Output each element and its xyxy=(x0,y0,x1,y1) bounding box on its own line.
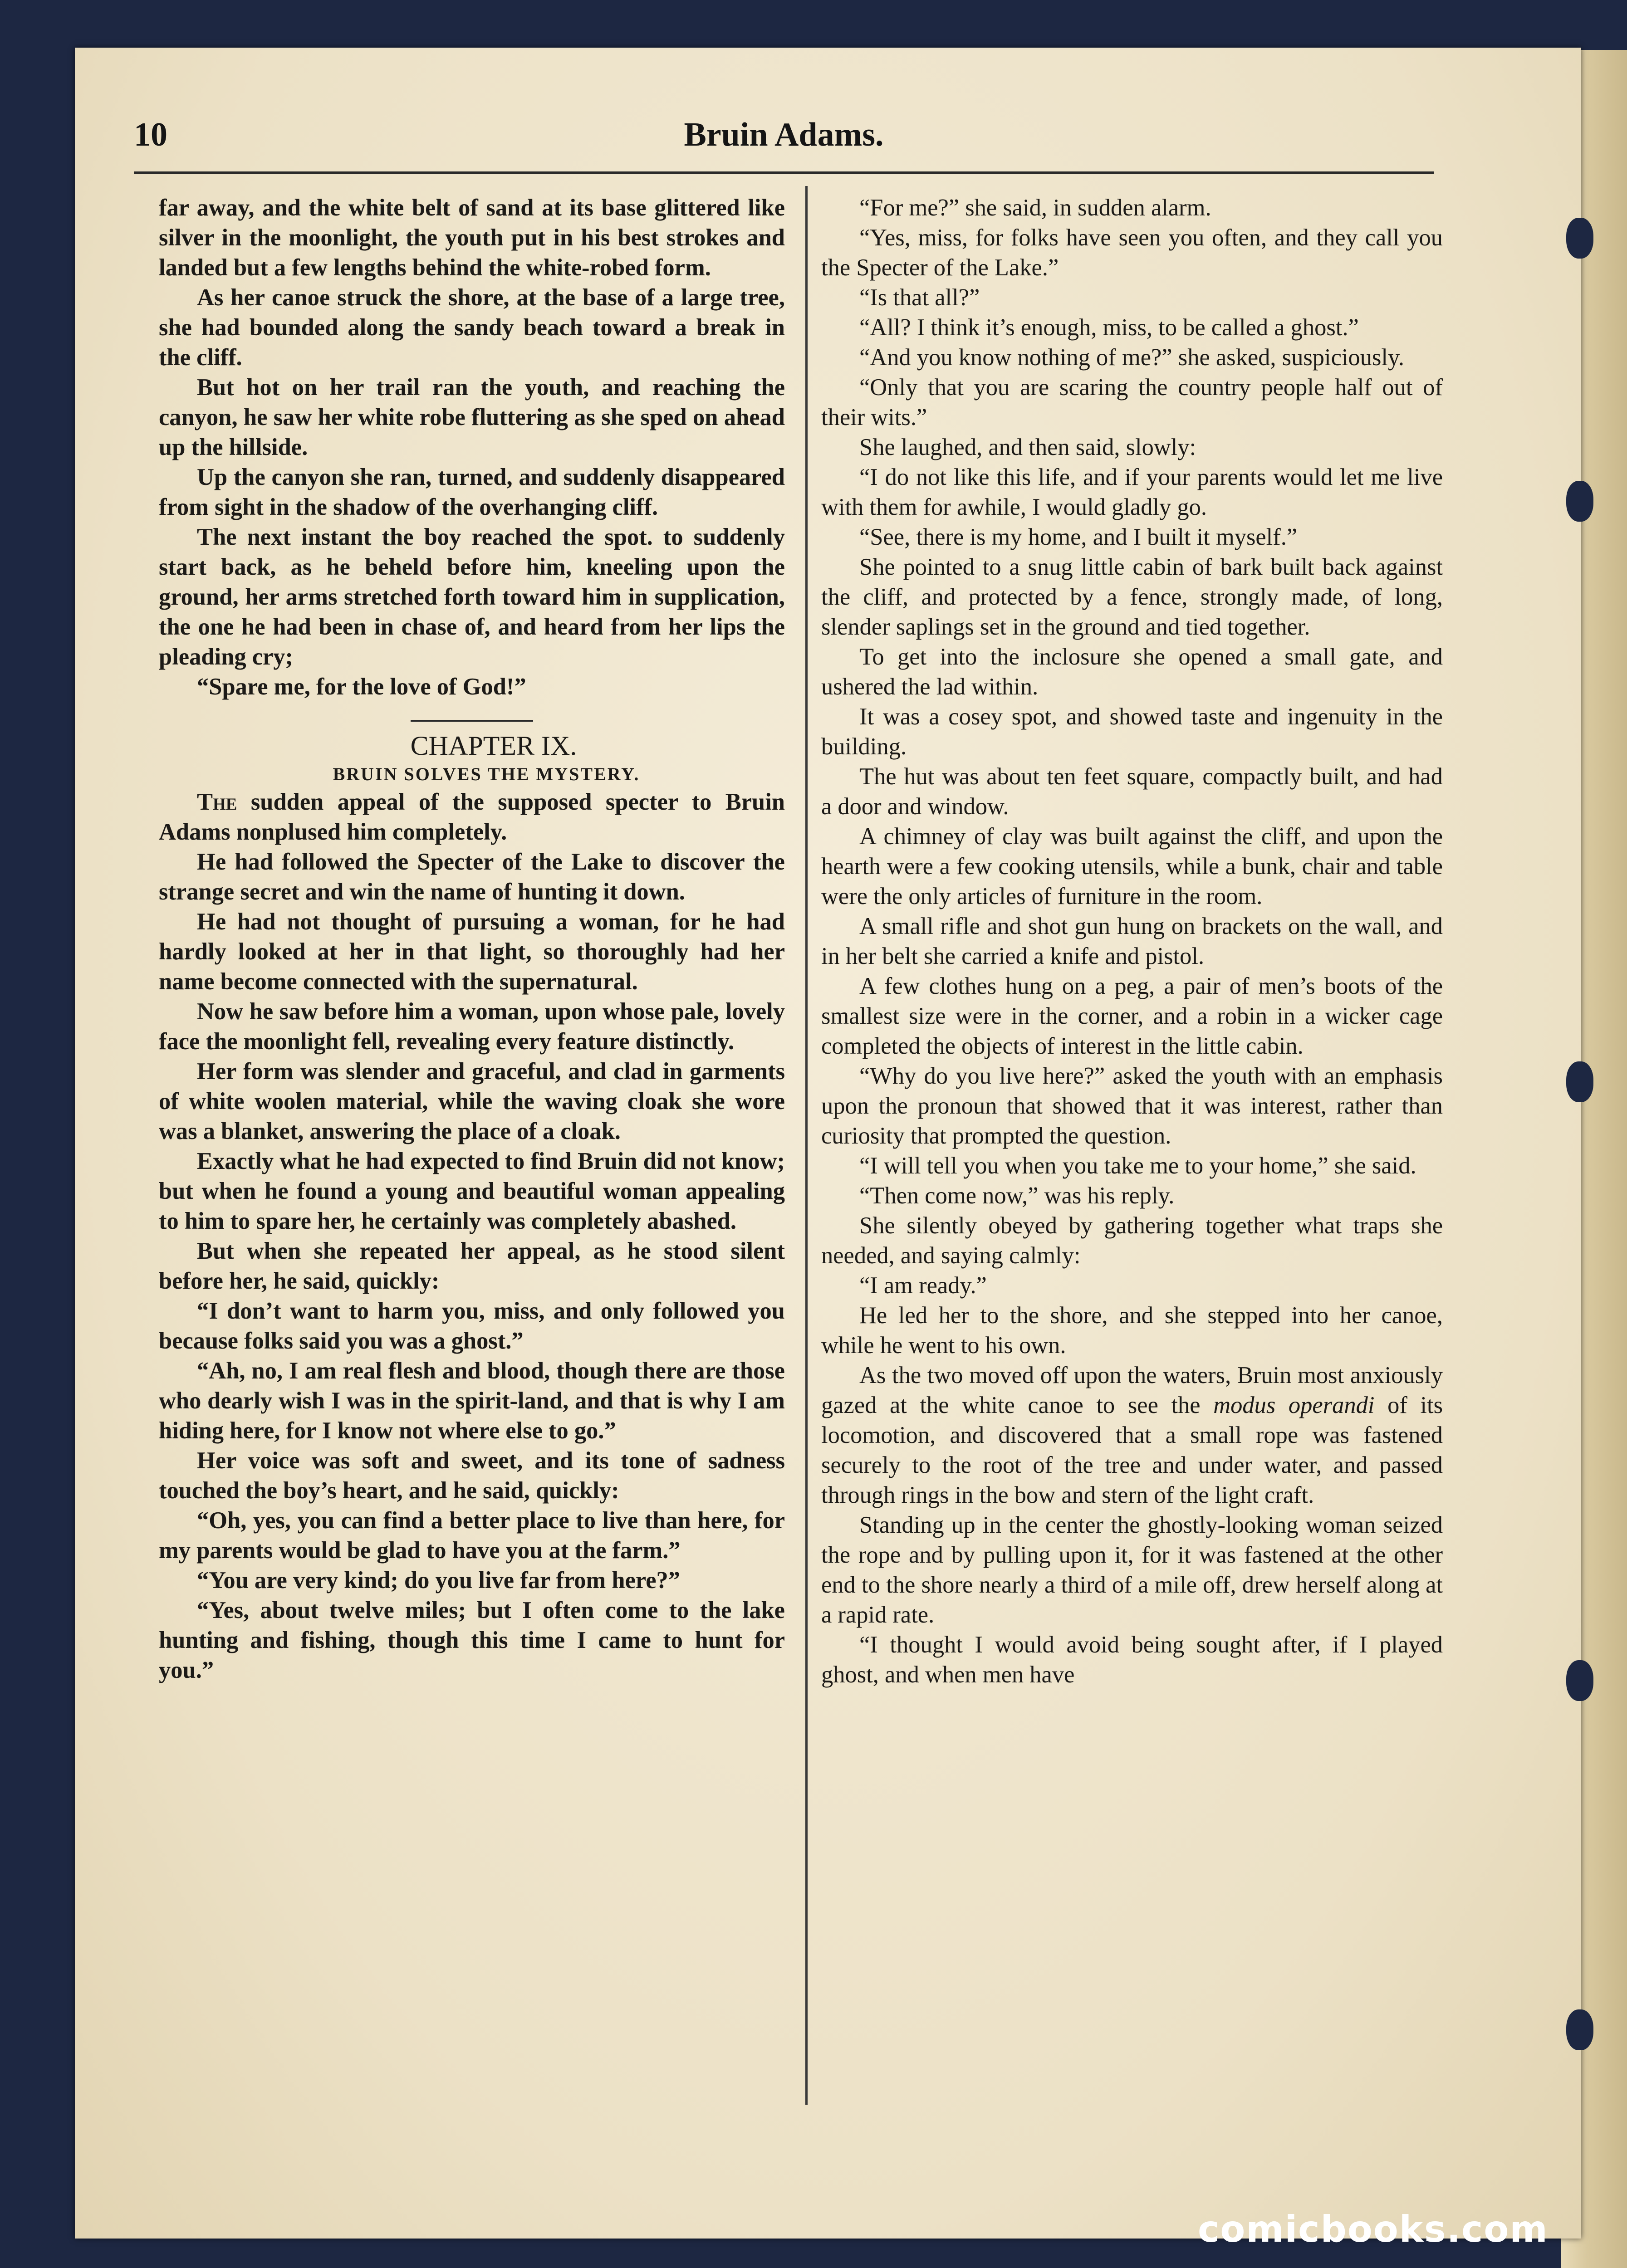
paragraph: Exactly what he had expected to find Bruin did not know; but when he found a young and beautiful woman appealing to him to spare her, he certainly was completely abashed. xyxy=(159,1148,785,1234)
paragraph: As her canoe struck the shore, at the base of a large tree, she had bounded along the sandy beach toward a break in the cliff. xyxy=(159,284,785,371)
chapter-separator xyxy=(411,720,533,722)
paragraph: “Oh, yes, you can find a better place to live than here, for my parents would be glad to have you at the farm.” xyxy=(159,1507,785,1564)
paragraph: “Ah, no, I am real flesh and blood, though there are those who dearly wish I was in the spirit-land, and that is why I am hiding here, for I know not where else to go.” xyxy=(159,1358,785,1444)
paragraph: “For me?” she said, in sudden alarm. xyxy=(859,195,1211,221)
paragraph: A small rifle and shot gun hung on brackets on the wall, and in her belt she carried a knife and pistol. xyxy=(821,913,1443,969)
paragraph: “I will tell you when you take me to your home,” she said. xyxy=(859,1153,1416,1179)
paragraph: He had not thought of pursuing a woman, for he had hardly looked at her in that light, so thoroughly had her name become connected with the supernatural. xyxy=(159,909,785,995)
modus-text-after: of its locomotion, and discovered that a small rope was fastened securely to the root of the tree and under water, and passed through rings in the bow and stern of the light craft. xyxy=(821,1392,1443,1508)
column-divider xyxy=(805,186,808,2105)
header-rule xyxy=(134,171,1434,174)
paragraph: A few clothes hung on a peg, a pair of men’s boots of the smallest size were in the corner, and a robin in a wicker cage completed the objects of interest in the little cabin. xyxy=(821,973,1443,1059)
paragraph: She pointed to a snug little cabin of bark built back against the cliff, and protected by a fence, strongly made, of long, slender saplings set in the ground and tied together. xyxy=(821,554,1443,640)
paragraph: “And you know nothing of me?” she asked, suspiciously. xyxy=(859,344,1404,371)
paragraph: She laughed, and then said, slowly: xyxy=(859,434,1196,460)
paragraph: Her form was slender and graceful, and clad in garments of white woolen material, while the waving cloak she wore was a blanket, answering the place of a cloak. xyxy=(159,1058,785,1144)
paragraph: “See, there is my home, and I built it myself.” xyxy=(859,524,1298,550)
paragraph: “Then come now,” was his reply. xyxy=(859,1183,1175,1209)
paragraph: Up the canyon she ran, turned, and suddenly disappeared from sight in the shadow of the overhanging cliff. xyxy=(159,464,785,520)
page-number: 10 xyxy=(134,116,167,153)
paragraph: “Is that all?” xyxy=(859,284,980,311)
chapter-lead-word: The xyxy=(197,789,237,815)
paragraph: “I do not like this life, and if your parents would let me live with them for awhile, I would gladly go. xyxy=(821,464,1443,520)
running-title: Bruin Adams. xyxy=(684,116,884,153)
paragraph: To get into the inclosure she opened a small gate, and ushered the lad within. xyxy=(821,644,1443,700)
paragraph: Now he saw before him a woman, upon whose pale, lovely face the moonlight fell, revealing every feature distinctly. xyxy=(159,998,785,1055)
right-column xyxy=(821,193,1443,2112)
paragraph-modus-operandi xyxy=(821,1360,1443,1510)
binding-hole xyxy=(1566,218,1593,259)
paragraph: He led her to the shore, and she stepped into her canoe, while he went to his own. xyxy=(821,1302,1443,1359)
paragraph: “Yes, miss, for folks have seen you often, and they call you the Specter of the Lake.” xyxy=(821,225,1443,281)
paragraph: “Why do you live here?” asked the youth with an emphasis upon the pronoun that showed that it was interest, rather than curiosity that prompted the question. xyxy=(821,1063,1443,1149)
paragraph: “All? I think it’s enough, miss, to be called a ghost.” xyxy=(859,314,1359,341)
paragraph: Standing up in the center the ghostly-looking woman seized the rope and by pulling upon it, for it was fastened at the other end to the shore nearly a third of a mile off, drew herself along at a rapid rate. xyxy=(821,1512,1443,1628)
modus-text-before: As the two moved off upon the waters, Bruin most anxiously gazed at the white canoe to see the xyxy=(821,1362,1443,1418)
paragraph: “Only that you are scaring the country people half out of their wits.” xyxy=(821,374,1443,430)
paragraph: But when she repeated her appeal, as he stood silent before her, he said, quickly: xyxy=(159,1238,785,1294)
chapter-subheading: BRUIN SOLVES THE MYSTERY. xyxy=(333,764,640,784)
left-column xyxy=(159,193,785,2112)
paragraph: far away, and the white belt of sand at its base glittered like silver in the moonlight, the youth put in his best strokes and landed but a few lengths behind the white-robed form. xyxy=(159,195,785,281)
paragraph: It was a cosey spot, and showed taste and ingenuity in the building. xyxy=(821,704,1443,760)
paragraph: “I am ready.” xyxy=(859,1272,987,1299)
page-header xyxy=(134,111,1434,172)
paragraph: A chimney of clay was built against the cliff, and upon the hearth were a few cooking utensils, while a bunk, chair and table were the only articles of furniture in the room. xyxy=(821,823,1443,909)
paragraph: “You are very kind; do you live far from here?” xyxy=(197,1567,681,1593)
paragraph: “I thought I would avoid being sought after, if I played ghost, and when men have xyxy=(821,1632,1443,1688)
paragraph: The next instant the boy reached the spot. to suddenly start back, as he beheld before him, kneeling upon the ground, her arms stretched forth toward him in supplication, the one he had been in chase of, and heard from her lips the pleading cry; xyxy=(159,524,785,670)
paragraph: The hut was about ten feet square, compactly built, and had a door and window. xyxy=(821,763,1443,820)
paragraph: She silently obeyed by gathering together what traps she needed, and saying calmly: xyxy=(821,1212,1443,1269)
chapter-first-paragraph xyxy=(159,787,785,847)
paragraph: He had followed the Specter of the Lake to discover the strange secret and win the name of hunting it down. xyxy=(159,849,785,905)
chapter-first-text: sudden appeal of the supposed specter to Bruin Adams nonplused him completely. xyxy=(159,789,785,845)
binding-hole xyxy=(1566,1660,1593,1701)
paragraph: Her voice was soft and sweet, and its tone of sadness touched the boy’s heart, and he said, quickly: xyxy=(159,1447,785,1504)
paragraph: “Yes, about twelve miles; but I often come to the lake hunting and fishing, though this time I came to hunt for you.” xyxy=(159,1597,785,1683)
binding-hole xyxy=(1566,2009,1593,2050)
watermark: comicbooks.com xyxy=(1198,2208,1549,2250)
paragraph: “Spare me, for the love of God!” xyxy=(197,674,526,700)
paragraph: “I don’t want to harm you, miss, and only followed you because folks said you was a ghost.” xyxy=(159,1298,785,1354)
paragraph: But hot on her trail ran the youth, and reaching the canyon, he saw her white robe fluttering as she sped on ahead up the hillside. xyxy=(159,374,785,460)
binding-hole xyxy=(1566,481,1593,522)
binding-hole xyxy=(1566,1061,1593,1102)
chapter-heading: CHAPTER IX. xyxy=(410,731,577,761)
modus-operandi-italic: modus operandi xyxy=(1213,1392,1375,1418)
